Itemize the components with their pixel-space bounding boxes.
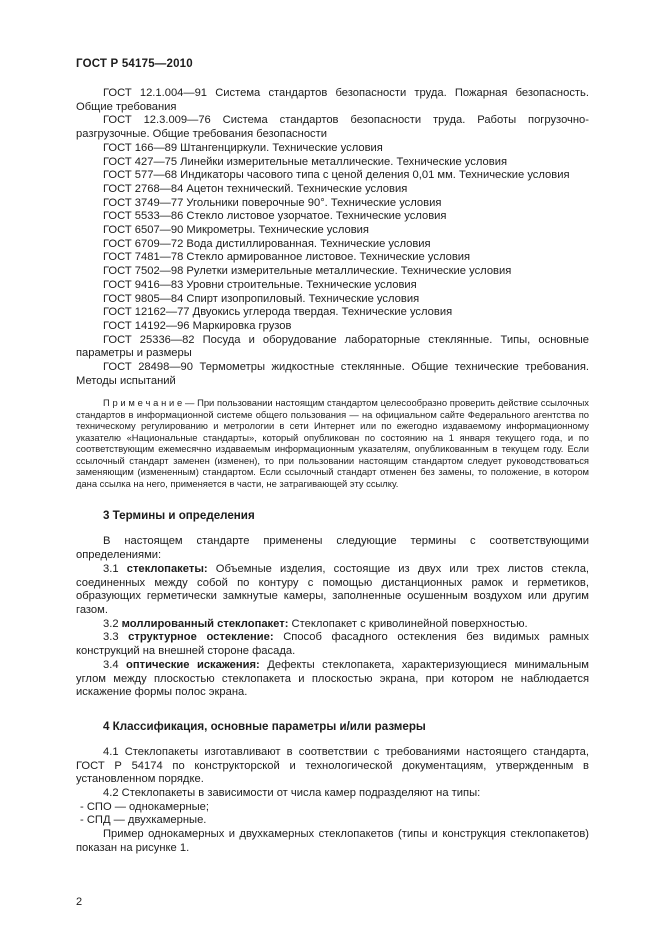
paragraph-4-1: 4.1 Стеклопакеты изготавливают в соответствии с требованиями настоящего стандарта, ГОСТ Р 54174 по конструкторской и технологической документациям, утвержденным в установленном порядке. <box>76 745 589 786</box>
reference-item: ГОСТ 7481—78 Стекло армированное листовое. Технические условия <box>103 251 471 264</box>
term-definition: Способ фасадного остекления без видимых рамных конструкций на внешней стороне фасада. <box>76 631 590 658</box>
references-section <box>76 87 589 388</box>
term-number: 3.3 <box>103 631 119 644</box>
reference-item: ГОСТ 12.3.009—76 Система стандартов безопасности труда. Работы погрузочно-разгрузочные. Общие требования безопасности <box>76 114 589 141</box>
reference-item: ГОСТ 14192—96 Маркировка грузов <box>103 319 292 332</box>
page-number: 2 <box>76 896 83 908</box>
term-definition: Стеклопакет с криволинейной поверхностью. <box>291 617 528 630</box>
reference-item: ГОСТ 12162—77 Двуокись углерода твердая. Технические условия <box>103 306 453 319</box>
term-definition: Дефекты стеклопакета, характеризующиеся минимальным углом между плоскостью стеклопакета и плоскостью экрана, при котором не наблюдается искажение формы полос экрана. <box>76 658 590 699</box>
term-definition: Объемные изделия, состоящие из двух или трех листов стекла, соединенных между собой по контуру с помощью дистанционных рамок и герметиков, образующих герметически замкнутые камеры, заполненные осушенным воздухом или другим газом. <box>76 562 590 616</box>
section-3-intro: В настоящем стандарте применены следующие термины с соответствующими определениями: <box>76 535 589 562</box>
term-name: структурное остекление: <box>128 631 274 644</box>
reference-item: ГОСТ 28498—90 Термометры жидкостные стеклянные. Общие технические требования. Методы испытаний <box>76 361 589 387</box>
term-name: оптические искажения: <box>126 658 260 671</box>
reference-item: ГОСТ 166—89 Штангенциркули. Технические условия <box>103 141 383 154</box>
section-4-heading: 4 Классификация, основные параметры и/или размеры <box>103 719 426 733</box>
term-3-3 <box>76 631 589 658</box>
reference-item: ГОСТ 5533—86 Стекло листовое узорчатое. Технические условия <box>103 210 447 223</box>
reference-item: ГОСТ 3749—77 Угольники поверочные 90°. Технические условия <box>103 196 442 209</box>
type-list-item: - СПД — двухкамерные. <box>80 814 207 827</box>
note <box>76 397 589 489</box>
term-number: 3.2 <box>103 617 119 630</box>
doc-header: ГОСТ Р 54175—2010 <box>76 58 193 70</box>
term-3-2 <box>76 618 589 632</box>
note-text: При пользовании настоящим стандартом целесообразно проверить действие ссылочных стандартов в информационной системе общего пользования — на официальном сайте Федерального агентства по техническому регулированию и метрологии в сети Интернет или по ежегодно издаваемому информационному указателю «Национальные стандарты», который опубликован по состоянию на 1 января текущего года, и по соответствующим ежемесячно издаваемым информационным указателям, опубликованным в текущем году. Если ссылочный стандарт заменен (изменен), то при пользовании настоящим стандартом следует руководствоваться заменяющим (измененным) стандартом. Если ссылочный стандарт отменен без замены, то положение, в котором дана ссылка на него, применяется в части, не затрагивающей эту ссылку. <box>76 397 589 489</box>
note-label: П р и м е ч а н и е — <box>103 397 195 409</box>
term-name: моллированный стеклопакет: <box>121 617 289 630</box>
reference-item: ГОСТ 2768—84 Ацетон технический. Технические условия <box>103 182 408 195</box>
reference-item: ГОСТ 25336—82 Посуда и оборудование лабораторные стеклянные. Типы, основные параметры и размеры <box>76 333 589 360</box>
paragraph-4-2: 4.2 Стеклопакеты в зависимости от числа камер подразделяют на типы: <box>103 787 481 800</box>
reference-item: ГОСТ 6507—90 Микрометры. Технические условия <box>103 224 369 237</box>
term-number: 3.1 <box>103 562 119 575</box>
reference-item: ГОСТ 427—75 Линейки измерительные металлические. Технические условия <box>103 155 507 168</box>
reference-item: ГОСТ 6709—72 Вода дистиллированная. Технические условия <box>103 237 431 250</box>
reference-item: ГОСТ 7502—98 Рулетки измерительные металлические. Технические условия <box>103 265 512 278</box>
term-number: 3.4 <box>103 658 119 671</box>
closing-paragraph: Пример однокамерных и двухкамерных стеклопакетов (типы и конструкция стеклопакетов) показан на рисунке 1. <box>76 828 589 854</box>
term-3-4 <box>76 659 589 700</box>
reference-item: ГОСТ 577—68 Индикаторы часового типа с ценой деления 0,01 мм. Технические условия <box>103 169 570 182</box>
term-3-1 <box>76 563 589 618</box>
reference-item: ГОСТ 9805—84 Спирт изопропиловый. Технические условия <box>103 292 420 305</box>
reference-item: ГОСТ 9416—83 Уровни строительные. Технические условия <box>103 278 417 291</box>
reference-item: ГОСТ 12.1.004—91 Система стандартов безопасности труда. Пожарная безопасность. Общие требования <box>76 87 589 113</box>
term-name: стеклопакеты: <box>126 562 208 575</box>
type-list-item: - СПО — однокамерные; <box>80 800 210 813</box>
section-3-heading: 3 Термины и определения <box>103 509 255 523</box>
